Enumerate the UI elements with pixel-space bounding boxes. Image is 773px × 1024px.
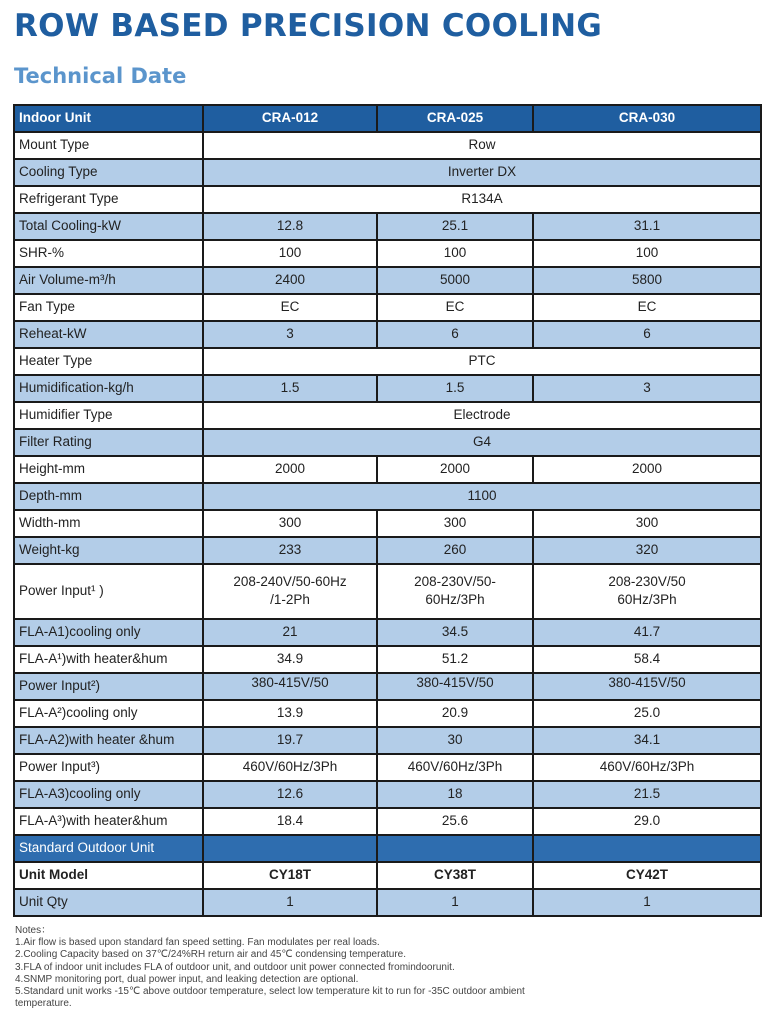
row-label: FLA-A²)cooling only xyxy=(14,700,203,727)
table-row xyxy=(14,483,761,510)
table-cell: 25.0 xyxy=(533,700,761,727)
table-cell: 21.5 xyxy=(533,781,761,808)
row-label: Unit Model xyxy=(14,862,203,889)
table-cell: CRA-012 xyxy=(203,105,377,132)
notes-lines xyxy=(15,937,760,1010)
row-label: Indoor Unit xyxy=(14,105,203,132)
table-cell: 3 xyxy=(203,321,377,348)
row-label: Air Volume-m³/h xyxy=(14,267,203,294)
table-cell: 1.5 xyxy=(203,375,377,402)
note-line: 3.FLA of indoor unit includes FLA of outdoor unit, and outdoor unit power connected fromindoorunit. xyxy=(15,961,455,973)
table-cell: EC xyxy=(377,294,533,321)
table-cell: 6 xyxy=(533,321,761,348)
table-cell xyxy=(203,564,377,619)
table-row xyxy=(14,456,761,483)
table-cell: 5800 xyxy=(533,267,761,294)
section-subtitle: Technical Date xyxy=(14,64,187,88)
table-row xyxy=(14,646,761,673)
table-cell: CY18T xyxy=(203,862,377,889)
table-cell: 18.4 xyxy=(203,808,377,835)
table-cell: PTC xyxy=(203,348,761,375)
table-cell: Electrode xyxy=(203,402,761,429)
cell-line: 208-230V/50 xyxy=(608,574,686,590)
table-cell: 100 xyxy=(377,240,533,267)
table-cell: 12.6 xyxy=(203,781,377,808)
row-label: Power Input²) xyxy=(14,673,203,700)
table-cell: 18 xyxy=(377,781,533,808)
note-line: 4.SNMP monitoring port, dual power input, and leaking detection are optional. xyxy=(15,973,359,985)
table-cell: Row xyxy=(203,132,761,159)
notes-heading: Notes： xyxy=(15,925,52,936)
row-label: FLA-A¹)with heater&hum xyxy=(14,646,203,673)
spec-table-body xyxy=(14,105,761,916)
table-cell: 1 xyxy=(203,889,377,916)
table-cell: 19.7 xyxy=(203,727,377,754)
row-label: Standard Outdoor Unit xyxy=(14,835,203,862)
table-row xyxy=(14,889,761,916)
table-row xyxy=(14,348,761,375)
row-label: Power Input¹ ) xyxy=(14,564,203,619)
table-row xyxy=(14,159,761,186)
row-label: Total Cooling-kW xyxy=(14,213,203,240)
table-cell: 5000 xyxy=(377,267,533,294)
table-cell: 51.2 xyxy=(377,646,533,673)
table-row xyxy=(14,754,761,781)
table-cell: 41.7 xyxy=(533,619,761,646)
table-cell: 300 xyxy=(533,510,761,537)
table-row xyxy=(14,294,761,321)
table-row xyxy=(14,700,761,727)
table-cell: Inverter DX xyxy=(203,159,761,186)
table-header-row xyxy=(14,105,761,132)
table-row xyxy=(14,673,761,700)
table-cell: 233 xyxy=(203,537,377,564)
table-row xyxy=(14,213,761,240)
row-label: Fan Type xyxy=(14,294,203,321)
row-label: Power Input³) xyxy=(14,754,203,781)
table-cell: 34.5 xyxy=(377,619,533,646)
table-cell xyxy=(377,835,533,862)
table-cell: 34.1 xyxy=(533,727,761,754)
table-cell: 13.9 xyxy=(203,700,377,727)
table-cell: 380-415V/50 xyxy=(377,673,533,700)
table-cell: 58.4 xyxy=(533,646,761,673)
row-label: Refrigerant Type xyxy=(14,186,203,213)
table-cell: 3 xyxy=(533,375,761,402)
table-cell: 100 xyxy=(203,240,377,267)
table-row xyxy=(14,537,761,564)
row-label: SHR-% xyxy=(14,240,203,267)
table-row xyxy=(14,862,761,889)
page-title: ROW BASED PRECISION COOLING xyxy=(14,8,603,44)
table-cell: G4 xyxy=(203,429,761,456)
table-cell: EC xyxy=(203,294,377,321)
row-label: Weight-kg xyxy=(14,537,203,564)
table-cell: 1 xyxy=(377,889,533,916)
table-cell: CY38T xyxy=(377,862,533,889)
table-cell: CRA-025 xyxy=(377,105,533,132)
table-cell: 300 xyxy=(377,510,533,537)
table-row xyxy=(14,510,761,537)
table-cell: 2000 xyxy=(203,456,377,483)
row-label: FLA-A³)with heater&hum xyxy=(14,808,203,835)
table-cell: 30 xyxy=(377,727,533,754)
table-cell: 380-415V/50 xyxy=(203,673,377,700)
table-cell: 25.1 xyxy=(377,213,533,240)
table-cell xyxy=(533,835,761,862)
row-label: Depth-mm xyxy=(14,483,203,510)
table-cell: 31.1 xyxy=(533,213,761,240)
row-label: Cooling Type xyxy=(14,159,203,186)
table-cell: 34.9 xyxy=(203,646,377,673)
row-label: FLA-A3)cooling only xyxy=(14,781,203,808)
cell-line: 60Hz/3Ph xyxy=(425,592,485,607)
table-row xyxy=(14,321,761,348)
table-cell: R134A xyxy=(203,186,761,213)
table-cell: 25.6 xyxy=(377,808,533,835)
cell-line: 208-240V/50-60Hz xyxy=(233,574,347,590)
table-row xyxy=(14,564,761,619)
cell-line: 208-230V/50- xyxy=(414,574,496,590)
table-cell: 1100 xyxy=(203,483,761,510)
note-line: 1.Air flow is based upon standard fan speed setting. Fan modulates per real loads. xyxy=(15,937,380,949)
table-row xyxy=(14,132,761,159)
table-cell: CRA-030 xyxy=(533,105,761,132)
table-row xyxy=(14,808,761,835)
row-label: Humidification-kg/h xyxy=(14,375,203,402)
row-label: Heater Type xyxy=(14,348,203,375)
spec-table xyxy=(13,104,762,917)
table-cell: 21 xyxy=(203,619,377,646)
table-cell: 29.0 xyxy=(533,808,761,835)
row-label: Mount Type xyxy=(14,132,203,159)
table-cell: 2000 xyxy=(377,456,533,483)
table-row xyxy=(14,186,761,213)
table-row xyxy=(14,240,761,267)
row-label: Width-mm xyxy=(14,510,203,537)
cell-line: 60Hz/3Ph xyxy=(617,592,677,607)
table-cell: 100 xyxy=(533,240,761,267)
table-cell: 1 xyxy=(533,889,761,916)
table-cell: EC xyxy=(533,294,761,321)
row-label: FLA-A2)with heater &hum xyxy=(14,727,203,754)
table-row xyxy=(14,402,761,429)
table-cell: 380-415V/50 xyxy=(533,673,761,700)
table-cell: 20.9 xyxy=(377,700,533,727)
cell-line: /1-2Ph xyxy=(270,592,310,607)
row-label: FLA-A1)cooling only xyxy=(14,619,203,646)
table-row xyxy=(14,835,761,862)
table-cell: 2400 xyxy=(203,267,377,294)
table-cell: 260 xyxy=(377,537,533,564)
table-cell xyxy=(203,835,377,862)
row-label: Humidifier Type xyxy=(14,402,203,429)
table-cell: 6 xyxy=(377,321,533,348)
table-row xyxy=(14,619,761,646)
note-line: 2.Cooling Capacity based on 37℃/24%RH return air and 45℃ condensing temperature. xyxy=(15,949,407,961)
notes-section xyxy=(15,925,760,1010)
row-label: Filter Rating xyxy=(14,429,203,456)
note-line: 5.Standard unit works -15℃ above outdoor temperature, select low temperature kit to run for -35C outdoor ambient xyxy=(15,986,525,998)
table-cell: 460V/60Hz/3Ph xyxy=(533,754,761,781)
table-row xyxy=(14,267,761,294)
table-row xyxy=(14,429,761,456)
row-label: Unit Qty xyxy=(14,889,203,916)
note-line: temperature. xyxy=(15,998,72,1010)
table-cell: 1.5 xyxy=(377,375,533,402)
table-row xyxy=(14,781,761,808)
table-cell: 460V/60Hz/3Ph xyxy=(377,754,533,781)
table-cell: CY42T xyxy=(533,862,761,889)
table-cell xyxy=(533,564,761,619)
table-cell: 300 xyxy=(203,510,377,537)
row-label: Reheat-kW xyxy=(14,321,203,348)
table-cell: 2000 xyxy=(533,456,761,483)
table-cell: 12.8 xyxy=(203,213,377,240)
table-row xyxy=(14,727,761,754)
table-row xyxy=(14,375,761,402)
table-cell: 320 xyxy=(533,537,761,564)
table-cell xyxy=(377,564,533,619)
table-cell: 460V/60Hz/3Ph xyxy=(203,754,377,781)
row-label: Height-mm xyxy=(14,456,203,483)
